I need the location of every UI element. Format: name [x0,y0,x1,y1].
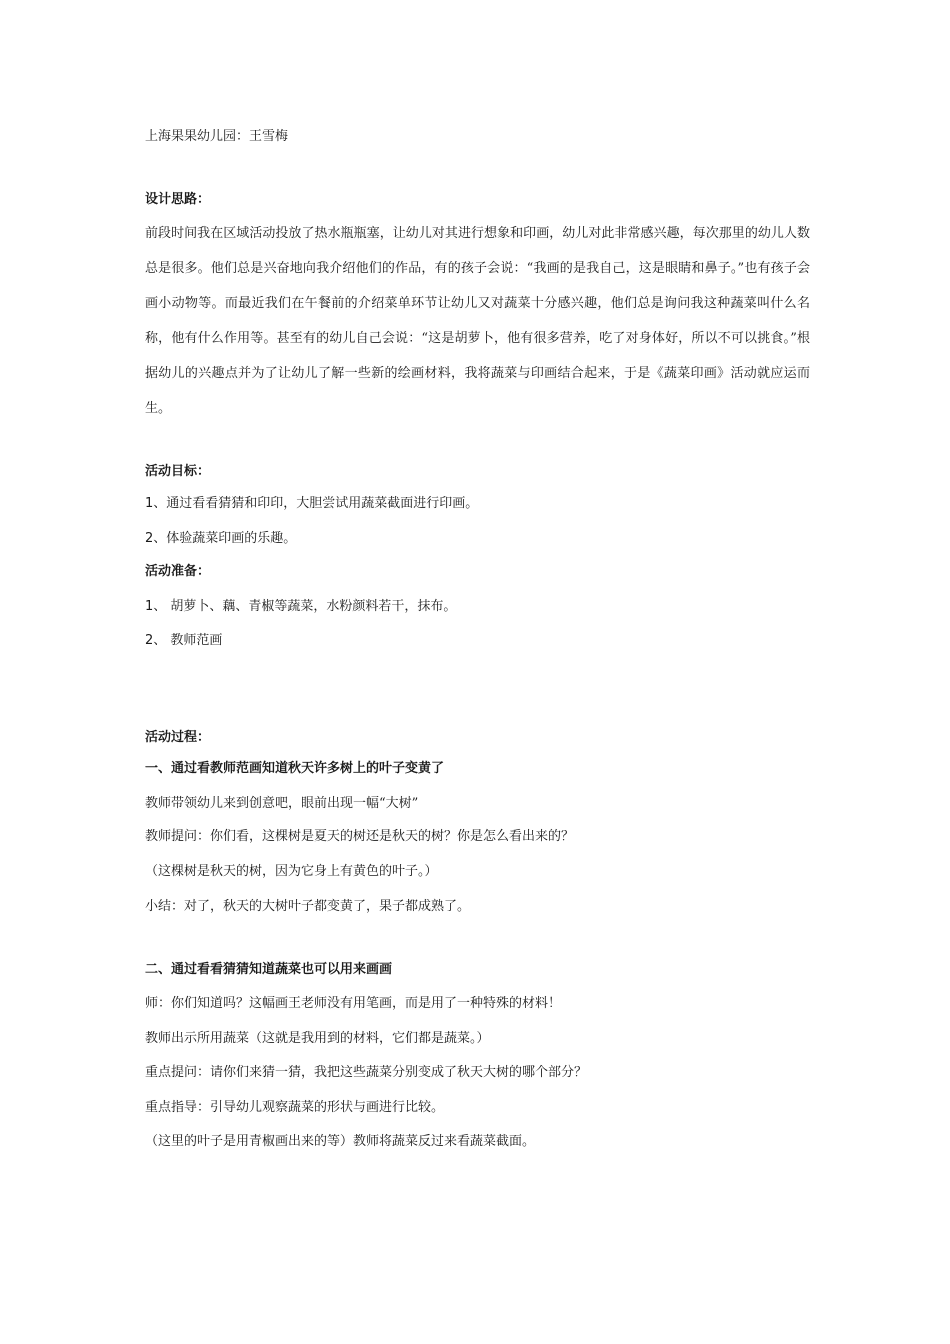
process-part1-line-1: 教师带领幼儿来到创意吧，眼前出现一幅“大树” [145,796,419,811]
prep-item-1: 1、 胡萝卜、藕、青椒等蔬菜，水粉颜料若干，抹布。 [145,599,457,614]
process-part1-line-4: 小结：对了，秋天的大树叶子都变黄了，果子都成熟了。 [145,899,471,914]
process-part2-line-2: 教师出示所用蔬菜（这就是我用到的材料，它们都是蔬菜。） [145,1031,490,1046]
process-part1-line-2: 教师提问：你们看，这棵树是夏天的树还是秋天的树？你是怎么看出来的？ [145,829,575,844]
process-part1-line-3: （这棵树是秋天的树，因为它身上有黄色的叶子。） [145,864,438,879]
design-heading: 设计思路： [145,192,211,207]
goal-item-1: 1、通过看看猜猜和印印，大胆尝试用蔬菜截面进行印画。 [145,496,479,511]
goal-item-2: 2、体验蔬菜印画的乐趣。 [145,531,297,546]
process-part2-line-1: 师：你们知道吗？这幅画王老师没有用笔画，而是用了一种特殊的材料！ [145,996,562,1011]
process-part2-line-4: 重点指导：引导幼儿观察蔬菜的形状与画进行比较。 [145,1100,445,1115]
process-heading: 活动过程： [145,730,211,745]
goals-heading: 活动目标： [145,464,211,479]
process-part2-line-3: 重点提问：请你们来猜一猜，我把这些蔬菜分别变成了秋天大树的哪个部分？ [145,1065,588,1080]
prep-heading: 活动准备： [145,564,211,579]
process-part2-line-5: （这里的叶子是用青椒画出来的等）教师将蔬菜反过来看蔬菜截面。 [145,1134,536,1149]
author-line: 上海果果幼儿园：王雪梅 [145,129,289,144]
process-part1-title: 一、通过看教师范画知道秋天许多树上的叶子变黄了 [145,761,445,776]
process-part2-title: 二、通过看看猜猜知道蔬菜也可以用来画画 [145,962,393,977]
prep-item-2: 2、 教师范画 [145,633,223,648]
design-paragraph: 前段时间我在区域活动投放了热水瓶瓶塞，让幼儿对其进行想象和印画，幼儿对此非常感兴趣，每次那里的幼儿人数总是很多。他们总是兴奋地向我介绍他们的作品，有的孩子会说：“我画的是我自己，这是眼睛和鼻子。”也有孩子会画小动物等。而最近我们在午餐前的介绍菜单环节让幼儿又对蔬菜十分感兴趣，他们总是询问我这种蔬菜叫什么名称，他有什么作用等。甚至有的幼儿自己会说：“这是胡萝卜，他有很多营养，吃了对身体好，所以不可以挑食。”根据幼儿的兴趣点并为了让幼儿了解一些新的绘画材料，我将蔬菜与印画结合起来，于是《蔬菜印画》活动就应运而生。 [145,226,810,416]
